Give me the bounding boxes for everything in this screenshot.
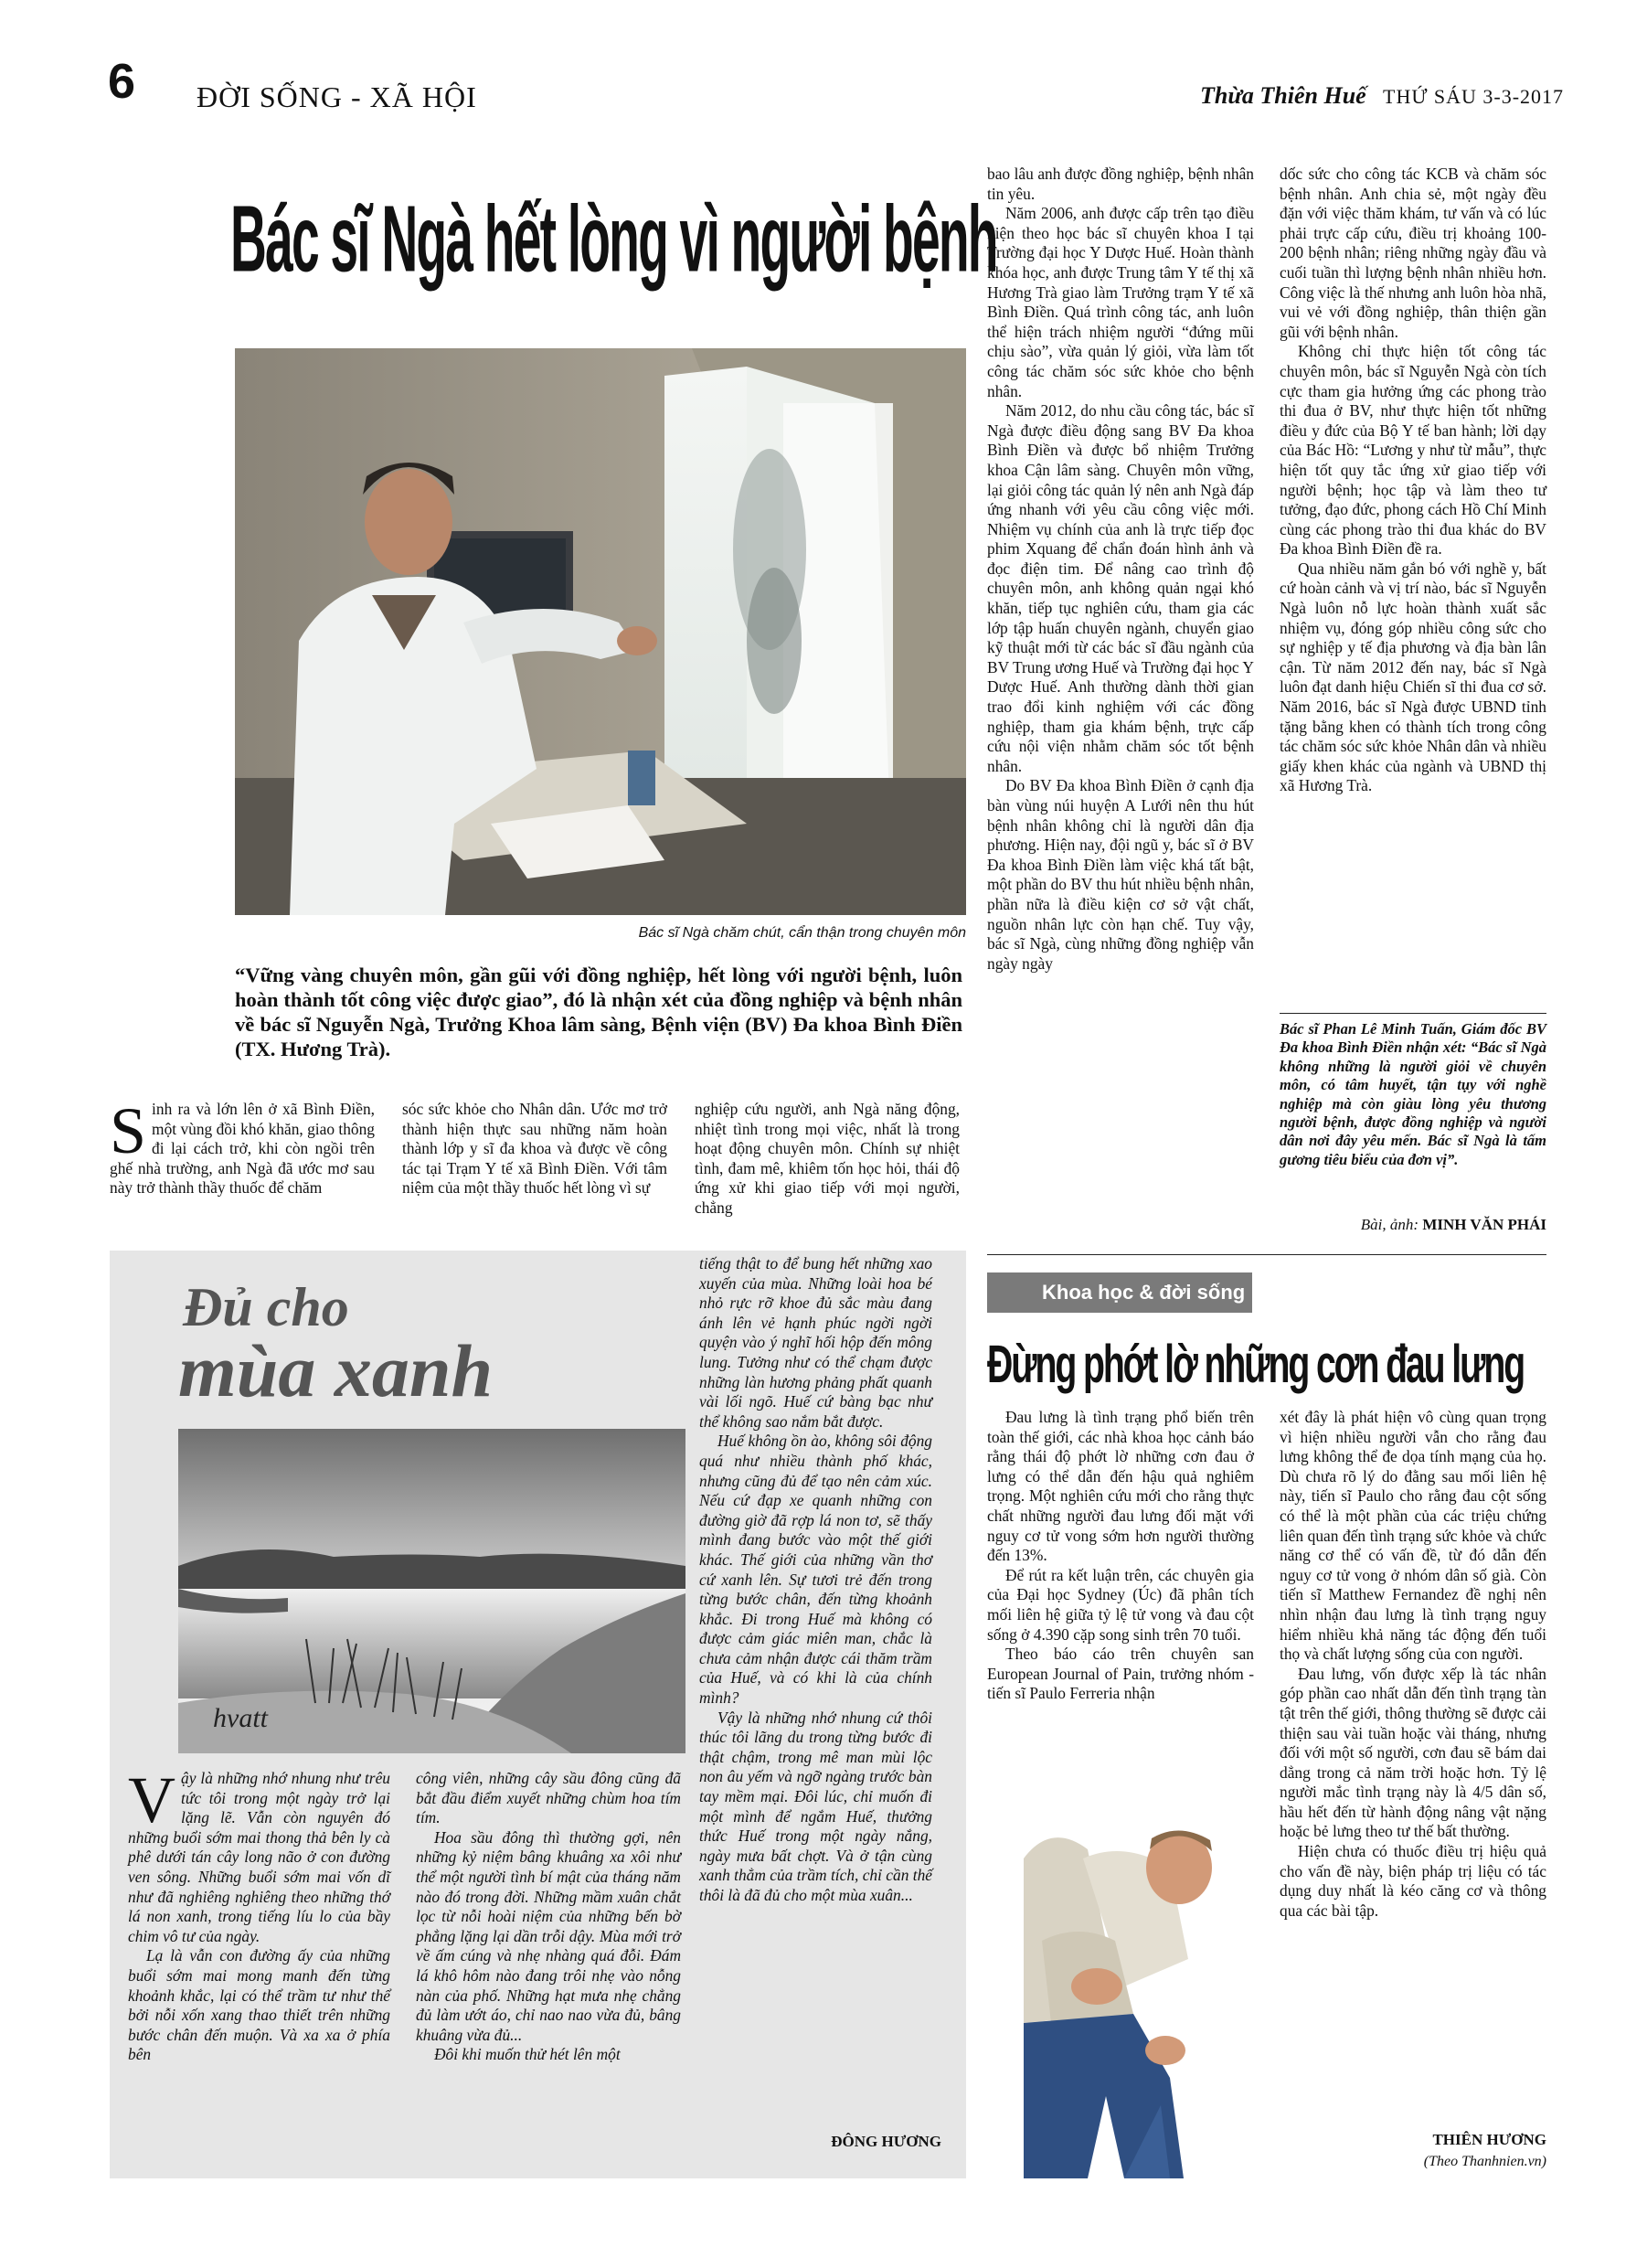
- paper-name: Thừa Thiên Huế: [1200, 82, 1366, 109]
- article3-kicker: Khoa học & đời sống: [987, 1272, 1252, 1313]
- article1-pullquote: Bác sĩ Phan Lê Minh Tuấn, Giám đốc BV Đa khoa Bình Điền nhận xét: “Bác sĩ Ngà không những là người giỏi về chuyên môn, có tâm huyết, tận tụy với nghề nghiệp mà còn giàu lòng yêu thương người bệnh, được đồng nghiệp và người dân nơi đây yêu mến. Bác sĩ Ngà là tấm gương tiêu biểu của đơn vị”.: [1280, 1020, 1546, 1168]
- article3-byline: THIÊN HƯƠNG: [1432, 2131, 1546, 2148]
- article2-byline: ĐÔNG HƯƠNG: [831, 2133, 941, 2150]
- article3-title: Đừng phớt lờ những cơn đau lưng: [987, 1333, 1525, 1394]
- section-rule: [987, 1254, 1546, 1255]
- article1-body-col2: sóc sức khỏe cho Nhân dân. Ước mơ trở thành hiện thực sau những năm hoàn thành lớp y sĩ đa khoa và được về công tác tại Trạm Y tế xã Bình Điền. Với tâm niệm của một thầy thuốc hết lòng vì sự: [402, 1100, 667, 1198]
- article1-byline: Bài, ảnh: MINH VĂN PHÁI: [1360, 1216, 1546, 1233]
- section-title: ĐỜI SỐNG - XÃ HỘI: [197, 80, 477, 113]
- article1-body-col4: bao lâu anh được đồng nghiệp, bệnh nhân tin yêu. Năm 2006, anh được cấp trên tạo điều kiện theo học bác sĩ chuyên khoa I tại Trường đại học Y Dược Huế. Hoàn thành khóa học, anh được Trung tâm Y tế thị xã Hương Trà giao làm Trưởng trạm Y tế xã Bình Điền. Quá trình công tác, anh luôn thể hiện trách nhiệm người “đứng mũi chịu sào”, vừa quản lý giỏi, vừa làm tốt công tác chăm sóc sức khỏe cho bệnh nhân. Năm 2012, do nhu cầu công tác, bác sĩ Ngà được điều động sang BV Đa khoa Bình Điền và được bổ nhiệm Trưởng khoa Cận lâm sàng. Chuyên môn vững, lại giỏi công tác quản lý nên anh Ngà đáp ứng nhanh với yêu cầu công việc mới. Nhiệm vụ chính của anh là trực tiếp đọc phim Xquang để chẩn đoán hình ảnh và đọc điện tim. Để nâng cao trình độ chuyên môn, anh không quản ngại khó khăn, tiếp tục nghiên cứu, tham gia các lớp tập huấn chuyên ngành, chuyển giao kỹ thuật mới từ các bác sĩ đầu ngành của BV Trung ương Huế và Trường đại học Y Dược Huế. Anh thường dành thời gian trao đổi kinh nghiệm với các đồng nghiệp, tham gia khám bệnh, trực cấp cứu nội viện nhằm chăm sóc tốt bệnh nhân. Do BV Đa khoa Bình Điền ở cạnh địa bàn vùng núi huyện A Lưới nên thu hút bệnh nhân không chỉ là người dân địa phương. Hiện nay, đội ngũ y, bác sĩ ở BV Đa khoa Bình Điền làm việc khá tất bật, một phần do BV thu hút nhiều bệnh nhân, phần nữa là điều kiện cơ sở vật chất, nguồn nhân lực còn hạn chế. Tuy vậy, bác sĩ Ngà, cùng những đồng nghiệp vẫn ngày ngày: [987, 165, 1254, 973]
- article1-lead: “Vững vàng chuyên môn, gần gũi với đồng nghiệp, hết lòng với người bệnh, luôn hoàn thành tốt công việc được giao”, đó là nhận xét của đồng nghiệp và bệnh nhân về bác sĩ Nguyễn Ngà, Trưởng Khoa lâm sàng, Bệnh viện (BV) Đa khoa Bình Điền (TX. Hương Trà).: [235, 964, 962, 1060]
- article2-title-line2: mùa xanh: [178, 1329, 494, 1412]
- article1-body-col3: nghiệp cứu người, anh Ngà năng động, nhiệt tình trong mọi việc, nhất là trong hoạt động chuyên môn. Chính sự nhiệt tình, đam mê, khiêm tốn học hỏi, thái độ ứng xử khi giao tiếp với mọi người, chẳng: [695, 1100, 960, 1217]
- article1-title: Bác sĩ Ngà hết lòng vì người bệnh: [230, 186, 997, 293]
- article2-body-col2: công viên, những cây sầu đông cũng đã bắt đầu điểm xuyết những chùm hoa tím tím. Hoa sầu đông thì thường gợi, nên những kỷ niệm bâng khuâng xa xôi như thể một người tình bí mật của tháng năm nào đó trong đời. Những mầm xuân chắt lọc từ nỗi hoài niệm của những bến bờ phẳng lặng lại dần trỗi dậy. Mùa mới trở về ấm cúng và nhẹ nhàng quá đỗi. Đám lá khô hôm nào đang trôi nhẹ vào nỗng nàn của phố. Những hạt mưa nhẹ chẳng đủ làm ướt áo, chỉ nao nao vừa đủ, bâng khuâng vừa đủ... Đôi khi muốn thử hét lên một: [416, 1769, 681, 2064]
- issue-date: THỨ SÁU 3-3-2017: [1383, 85, 1565, 108]
- article2-body-col1: Vậy là những nhớ nhung như trêu tức tôi trong một ngày trở lại lặng lẽ. Vẫn còn nguyên đó những buổi sớm mai thong thả bên ly cà phê dưới tán cây long não ở con đường ven sông. Những buổi sớm mai vốn dĩ như đã nghiêng nghiêng theo những thớ lá non xanh, trong tiếng líu lo của bầy chim vô tư của ngày. Lạ là vẫn con đường ấy của những buổi sớm mai mong manh đến từng khoảnh khắc, lại có thể trầm tư như thể bởi nỗi xốn xang thao thiết trên những bước chân đến muộn. Và xa xa ở phía bên: [128, 1763, 390, 2064]
- article3-source: (Theo Thanhnien.vn): [1423, 2154, 1546, 2169]
- dropcap-s: S: [110, 1094, 147, 1167]
- illustration-signature: hvatt: [213, 1703, 268, 1733]
- dropcap-v: V: [128, 1763, 175, 1837]
- article2-body-col3: tiếng thật to để bung hết những xao xuyến của mùa. Những loài hoa bé nhỏ rực rỡ khoe đủ sắc màu đang ánh lên vẻ hạnh phúc ngời ngời quyện vào ý nghĩ hối hộp đến mông lung. Tưởng như có thể chạm được những làn hương phảng phất quanh vài lối ngõ. Huế cứ bàng bạc như thể không sao nắm bắt được. Huế không ồn ào, không sôi động quá như nhiều thành phố khác, nhưng cũng đủ để tạo nên cảm xúc. Nếu cứ đạp xe quanh những con đường giờ đã rợp lá non tơ, sẽ thấy mình đang bước vào một thế giới khác. Thế giới của những vần thơ cứ xanh lên. Sự tươi trẻ đến trong từng bước chân, đến từng khoảnh khắc. Đi trong Huế mà không có được cảm giác miên man, chắc là chưa cảm nhận được cái thăm trầm của Huế, và có khi là của chính mình? Vậy là những nhớ nhung cứ thôi thúc tôi lãng du trong từng bước đi thật chậm, trong mê man mùi lộc non âu yếm và ngỡ ngàng trước bàn tay mềm mại. Đôi lúc, chỉ muốn đi một mình để ngắm Huế, thưởng thức Huế trong một ngày nắng, ngày mưa bất chợt. Và ở tận cùng xanh thẳm của trầm tích, chỉ cần thế thôi là đã đủ cho một mùa xuân...: [699, 1254, 933, 1904]
- article1-body-col5: dốc sức cho công tác KCB và chăm sóc bệnh nhân. Anh chia sẻ, một ngày đều đặn với việc thăm khám, tư vấn và có lúc phải trực cấp cứu, điều trị khoảng 100-200 bệnh nhân; riêng những ngày đầu và cuối tuần thì lượng bệnh nhân nhiều hơn. Công việc là thế nhưng anh luôn hòa nhã, vui vẻ với đồng nghiệp, thân thiện gần gũi với bệnh nhân. Không chỉ thực hiện tốt công tác chuyên môn, bác sĩ Nguyễn Ngà còn tích cực tham gia hưởng ứng các phong trào thi đua ở BV, như thực hiện tốt những điều y đức của Bộ Y tế ban hành; lời dạy của Bác Hồ: “Lương y như từ mẫu”, thực hiện tốt quy tắc ứng xử giao tiếp với người bệnh; học tập và làm theo tư tưởng, đạo đức, phong cách Hồ Chí Minh cùng các phong trào thi đua khác do BV Đa khoa Bình Điền đề ra. Qua nhiều năm gắn bó với nghề y, bất cứ hoàn cảnh và vị trí nào, bác sĩ Nguyễn Ngà luôn nỗ lực hoàn thành xuất sắc nhiệm vụ, đóng góp nhiều công sức cho sự nghiệp y tế địa phương và địa bàn lân cận. Từ năm 2012 đến nay, bác sĩ Ngà luôn đạt danh hiệu Chiến sĩ thi đua cơ sở. Năm 2016, bác sĩ Ngà được UBND tỉnh tặng bằng khen có thành tích trong công tác chăm sóc sức khỏe Nhân dân và nhiều giấy khen khác của ngành và UBND thị xã Hương Trà.: [1280, 165, 1546, 795]
- doctor-photo: [235, 348, 966, 915]
- page-number: 6: [108, 54, 136, 109]
- doctor-xray-illustration: [235, 348, 966, 915]
- quote-rule: [1280, 1013, 1546, 1014]
- article1-body-col1: Sinh ra và lớn lên ở xã Bình Điền, một vùng đồi khó khăn, giao thông đi lại cách trở, khi còn ngồi trên ghế nhà trường, anh Ngà đã ước mơ sau này trở thành thầy thuốc để chăm: [110, 1094, 375, 1198]
- article3-body-col2: xét đây là phát hiện vô cùng quan trọng vì hiện nhiều người vẫn cho rằng đau lưng không thể đe dọa tính mạng của họ. Dù chưa rõ lý do đằng sau mối liên hệ này, tiến sĩ Paulo cho rằng đau cột sống có thể là một phần của các triệu chứng liên quan đến tình trạng sức khỏe và chức năng cơ thể có vấn đề, từ đó dẫn đến nguy cơ tử vong ở nhóm dân số già. Còn tiến sĩ Matthew Fernandez đề nghị nên nhìn nhận đau lưng là tình trạng nguy hiểm nhiều khả năng tác động đến tuổi thọ và chất lượng sống của con người. Đau lưng, vốn được xếp là tác nhân góp phần cao nhất dẫn đến tình trạng tàn tật trên thế giới, thông thường sẽ được cải thiện sau vài tuần hoặc vài tháng, nhưng đối với một số người, cơn đau sẽ bám dai dẳng trong cả năm trời hoặc hơn. Tỷ lệ người mắc tình trạng này là 4/5 dân số, hầu hết đến từ hành động nâng vật nặng hoặc bẻ lưng theo tư thế bất thường. Hiện chưa có thuốc điều trị hiệu quả cho vấn đề này, biện pháp trị liệu có tác dụng duy nhất là kéo căng cơ và thông qua các bài tập.: [1280, 1408, 1546, 1920]
- photo-caption: Bác sĩ Ngà chăm chút, cẩn thận trong chuyên môn: [638, 925, 966, 941]
- back-pain-illustration: [987, 1804, 1254, 2178]
- river-illustration: [178, 1429, 685, 1753]
- back-pain-photo: [987, 1804, 1254, 2178]
- article3-body-col1: Đau lưng là tình trạng phổ biến trên toàn thế giới, các nhà khoa học cảnh báo rằng thái độ phớt lờ những cơn đau ở lưng có thể dẫn đến hậu quả nghiêm trọng. Một nghiên cứu mới cho rằng thực chất những người đau lưng đối mặt với nguy cơ tử vong sớm hơn người thường đến 13%. Để rút ra kết luận trên, các chuyên gia của Đại học Sydney (Úc) đã phân tích mối liên hệ giữa tỷ lệ tử vong và đau cột sống ở 4.390 cặp song sinh trên 70 tuổi. Theo báo cáo trên chuyên san European Journal of Pain, trưởng nhóm - tiến sĩ Paulo Ferreria nhận: [987, 1408, 1254, 1703]
- article2-title-line1: Đủ cho: [183, 1277, 349, 1337]
